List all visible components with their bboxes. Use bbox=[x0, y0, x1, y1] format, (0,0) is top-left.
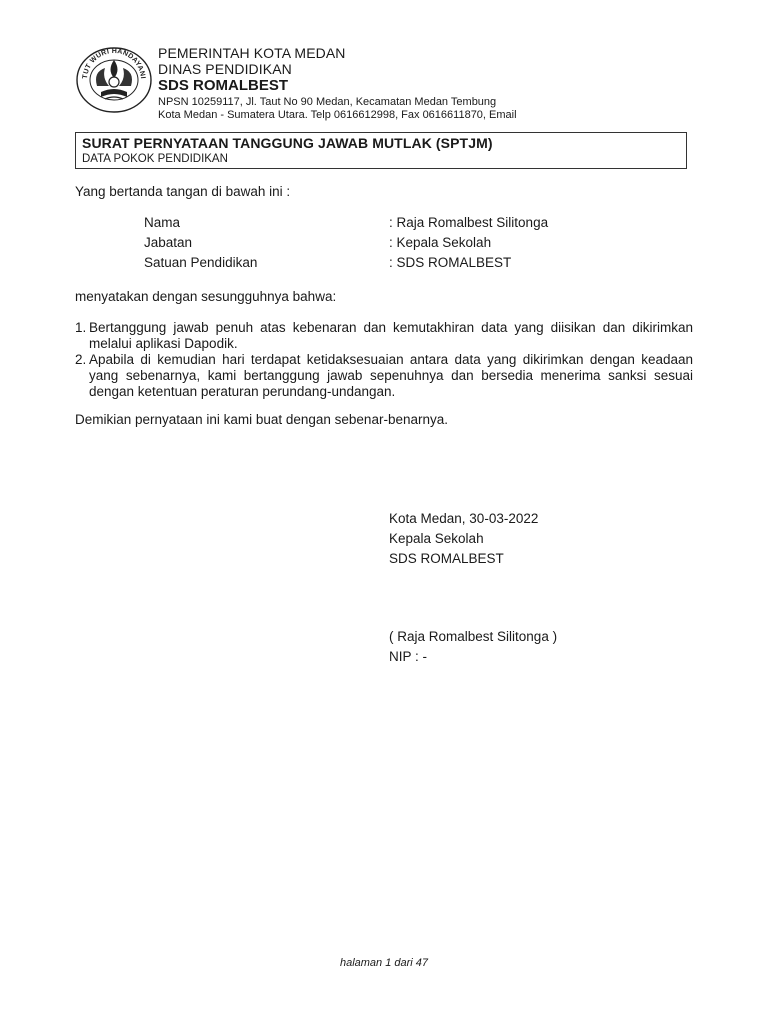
identity-row bbox=[144, 215, 548, 235]
letterhead bbox=[158, 45, 517, 122]
list-number: 1. bbox=[75, 320, 87, 335]
school-address: NPSN 10259117, Jl. Taut No 90 Medan, Kecamatan Medan Tembung bbox=[158, 96, 497, 108]
page-number: halaman 1 dari 47 bbox=[339, 957, 429, 969]
department-name: DINAS PENDIDIKAN bbox=[158, 61, 292, 77]
signer-position: Kepala Sekolah bbox=[389, 531, 484, 546]
list-item bbox=[75, 320, 693, 352]
statement-list bbox=[75, 320, 693, 400]
signer-nip: NIP : - bbox=[389, 649, 428, 664]
school-contact: Kota Medan - Sumatera Utara. Telp 0616612998, Fax 0616611870, Email bbox=[158, 109, 517, 121]
document-title-box bbox=[75, 132, 687, 169]
identity-value: : Kepala Sekolah bbox=[389, 235, 492, 250]
identity-value: : SDS ROMALBEST bbox=[389, 255, 512, 270]
closing-text: Demikian pernyataan ini kami buat dengan sebenar-benarnya. bbox=[75, 412, 448, 427]
intro-text: Yang bertanda tangan di bawah ini : bbox=[75, 184, 291, 199]
tut-wuri-handayani-emblem-icon bbox=[75, 42, 153, 114]
identity-value: : Raja Romalbest Silitonga bbox=[389, 215, 549, 230]
logo-motto: TUT WURI HANDAYANI bbox=[81, 47, 146, 80]
identity-label: Nama bbox=[144, 215, 181, 230]
signer-name: ( Raja Romalbest Silitonga ) bbox=[389, 629, 558, 644]
signer-school: SDS ROMALBEST bbox=[389, 551, 504, 566]
list-text: Bertanggung jawab penuh atas kebenaran dan kemutakhiran data yang diisikan dan dikirimkan melalui aplikasi Dapodik. bbox=[89, 320, 693, 351]
statement-intro: menyatakan dengan sesungguhnya bahwa: bbox=[75, 289, 337, 304]
place-date: Kota Medan, 30-03-2022 bbox=[389, 511, 539, 526]
document-subtitle: DATA POKOK PENDIDIKAN bbox=[82, 153, 228, 165]
identity-row bbox=[144, 255, 548, 275]
signer-name-block bbox=[389, 627, 557, 667]
list-number: 2. bbox=[75, 352, 87, 367]
signature-block bbox=[389, 509, 538, 569]
identity-label: Satuan Pendidikan bbox=[144, 255, 258, 270]
list-text: Apabila di kemudian hari terdapat ketidaksesuaian antara data yang dikirimkan dengan keadaan yang sebenarnya, kami bertanggung jawab sepenuhnya dan bersedia menerima sanksi sesuai dengan ketentuan peraturan perundang-undangan. bbox=[89, 352, 693, 399]
identity-row bbox=[144, 235, 548, 255]
school-name: SDS ROMALBEST bbox=[158, 77, 289, 94]
government-name: PEMERINTAH KOTA MEDAN bbox=[158, 45, 346, 61]
list-item bbox=[75, 352, 693, 400]
signer-identity-table bbox=[144, 215, 548, 275]
identity-label: Jabatan bbox=[144, 235, 193, 250]
document-title: SURAT PERNYATAAN TANGGUNG JAWAB MUTLAK (SPTJM) bbox=[82, 135, 493, 151]
